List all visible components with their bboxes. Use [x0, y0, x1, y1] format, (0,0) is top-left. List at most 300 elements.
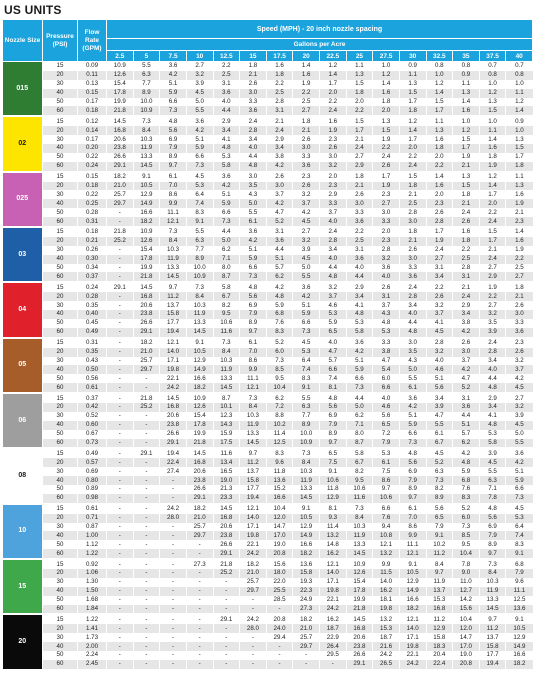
- gpa-cell: 2.9: [320, 190, 347, 199]
- gpa-cell: 5.1: [453, 421, 480, 430]
- gpa-cell: 1.6: [293, 71, 320, 80]
- gpa-cell: 1.3: [426, 126, 453, 135]
- gpa-cell: 17.1: [320, 578, 347, 587]
- flow-rate-cell: 0.50: [78, 365, 107, 374]
- gpa-cell: 10.4: [453, 614, 480, 624]
- gpa-cell: 3.9: [506, 412, 533, 421]
- gpa-cell: 18.1: [373, 596, 400, 605]
- gpa-cell: 4.8: [213, 144, 240, 153]
- gpa-cell: 3.4: [346, 292, 373, 301]
- gpa-cell: 3.8: [373, 348, 400, 357]
- gpa-cell: 3.6: [346, 217, 373, 227]
- gpa-cell: 26.5: [373, 660, 400, 670]
- pressure-cell: 60: [43, 217, 78, 227]
- table-row: [3, 365, 533, 374]
- gpa-cell: 21.0: [107, 182, 134, 191]
- gpa-cell: -: [160, 633, 187, 642]
- gpa-cell: 5.6: [240, 292, 267, 301]
- pressure-cell: 15: [43, 116, 78, 126]
- gpa-cell: 18.2: [506, 660, 533, 670]
- flow-rate-cell: 0.43: [78, 357, 107, 366]
- gpa-cell: 12.9: [293, 523, 320, 532]
- gpa-cell: 17.0: [453, 642, 480, 651]
- gpa-cell: 7.2: [266, 403, 293, 412]
- table-row: [3, 614, 533, 624]
- gpa-cell: 1.5: [479, 106, 506, 116]
- gpa-cell: 11.4: [320, 523, 347, 532]
- gpa-cell: 1.4: [399, 126, 426, 135]
- gpa-cell: 1.4: [293, 62, 320, 71]
- gpa-cell: 15.8: [479, 642, 506, 651]
- gpa-cell: 12.1: [160, 217, 187, 227]
- gpa-cell: 2.2: [426, 162, 453, 172]
- gpa-cell: 1.9: [453, 153, 480, 162]
- gpa-cell: 7.3: [160, 227, 187, 237]
- table-row: [3, 272, 533, 282]
- gpa-cell: 17.0: [266, 531, 293, 540]
- flow-rate-cell: 0.34: [78, 264, 107, 273]
- table-row: [3, 393, 533, 403]
- gpa-cell: -: [133, 374, 160, 383]
- gpa-cell: 14.5: [186, 328, 213, 338]
- gpa-cell: 4.0: [373, 393, 400, 403]
- gpa-cell: 1.6: [506, 237, 533, 246]
- speed-value-header: 25: [346, 51, 373, 62]
- pressure-cell: 30: [43, 80, 78, 89]
- gpa-cell: 7.2: [373, 430, 400, 439]
- gpa-cell: 26.6: [107, 153, 134, 162]
- table-row: [3, 430, 533, 439]
- gpa-cell: 12.9: [426, 624, 453, 633]
- gpa-cell: 2.6: [506, 301, 533, 310]
- gpa-cell: 8.2: [346, 467, 373, 476]
- gpa-cell: 17.8: [107, 89, 134, 98]
- gpa-cell: 1.5: [453, 135, 480, 144]
- gpa-cell: 5.5: [293, 272, 320, 282]
- gpa-cell: 2.1: [506, 208, 533, 217]
- gpa-cell: 7.9: [320, 421, 347, 430]
- gpa-cell: 3.3: [399, 264, 426, 273]
- gpa-cell: 1.2: [453, 126, 480, 135]
- gpa-cell: 3.3: [506, 319, 533, 328]
- gpa-cell: 18.2: [293, 549, 320, 559]
- table-row: [3, 448, 533, 458]
- gpa-cell: 2.2: [479, 292, 506, 301]
- table-row: [3, 208, 533, 217]
- gpa-cell: -: [186, 578, 213, 587]
- gpa-cell: 9.1: [506, 614, 533, 624]
- table-row: [3, 227, 533, 237]
- gpa-cell: 14.3: [213, 421, 240, 430]
- gpa-cell: 2.1: [293, 126, 320, 135]
- gpa-cell: 13.4: [213, 458, 240, 467]
- gpa-cell: 5.9: [160, 89, 187, 98]
- flow-rate-cell: 0.24: [78, 282, 107, 292]
- gpa-cell: 8.0: [346, 430, 373, 439]
- gpa-cell: 2.6: [373, 282, 400, 292]
- gpa-cell: 3.6: [293, 282, 320, 292]
- gpa-cell: -: [160, 578, 187, 587]
- gpa-cell: 2.4: [479, 217, 506, 227]
- gpa-cell: 20.8: [453, 660, 480, 670]
- gpa-cell: 4.5: [506, 504, 533, 514]
- gpa-cell: 4.8: [320, 272, 347, 282]
- gpa-cell: 3.0: [399, 338, 426, 348]
- table-row: [3, 559, 533, 569]
- gpa-cell: 2.4: [453, 292, 480, 301]
- gpa-cell: 12.1: [320, 559, 347, 569]
- gpa-cell: -: [107, 467, 134, 476]
- gpa-cell: 15.4: [186, 412, 213, 421]
- gpa-cell: 6.1: [426, 430, 453, 439]
- gpa-cell: 23.8: [213, 531, 240, 540]
- gpa-cell: 8.4: [213, 348, 240, 357]
- flow-rate-cell: 0.30: [78, 255, 107, 264]
- gpa-cell: 2.2: [346, 227, 373, 237]
- gpa-cell: 11.9: [213, 365, 240, 374]
- gpa-cell: 3.0: [240, 172, 267, 182]
- gpa-cell: 15.8: [160, 310, 187, 319]
- gpa-cell: 1.5: [453, 182, 480, 191]
- gpa-cell: 7.3: [506, 494, 533, 504]
- gpa-cell: 1.4: [506, 227, 533, 237]
- gpa-cell: 13.7: [160, 301, 187, 310]
- gpa-cell: -: [133, 439, 160, 449]
- gpa-cell: 12.0: [266, 514, 293, 523]
- gpa-cell: 2.5: [213, 71, 240, 80]
- gpa-cell: 7.1: [479, 485, 506, 494]
- pressure-cell: 30: [43, 523, 78, 532]
- gpa-cell: 5.0: [186, 98, 213, 107]
- gpa-cell: 4.8: [479, 383, 506, 393]
- gpa-cell: 4.8: [479, 504, 506, 514]
- table-row: [3, 476, 533, 485]
- gpa-cell: 3.3: [240, 98, 267, 107]
- gpa-cell: -: [107, 605, 134, 615]
- flow-rate-cell: 0.52: [78, 412, 107, 421]
- nozzle-size-cell: 015: [3, 62, 43, 117]
- gpa-cell: 4.8: [240, 162, 267, 172]
- gpa-cell: 27.4: [160, 467, 187, 476]
- table-row: [3, 182, 533, 191]
- gpa-cell: 18.7: [373, 633, 400, 642]
- gpa-cell: 10.1: [213, 403, 240, 412]
- gpa-cell: 14.0: [160, 348, 187, 357]
- gpa-cell: 4.2: [186, 126, 213, 135]
- gpa-cell: 19.8: [320, 587, 347, 596]
- flow-rate-cell: 0.28: [78, 292, 107, 301]
- gpa-cell: 5.1: [240, 246, 267, 255]
- table-row: [3, 374, 533, 383]
- gpa-cell: 3.0: [373, 208, 400, 217]
- gpa-cell: 3.6: [213, 89, 240, 98]
- gpa-cell: 7.9: [373, 439, 400, 449]
- gpa-cell: -: [107, 633, 134, 642]
- gpa-cell: 6.6: [399, 430, 426, 439]
- gpa-cell: 5.8: [346, 328, 373, 338]
- gpa-cell: 2.1: [346, 182, 373, 191]
- gpa-cell: 9.5: [453, 540, 480, 549]
- flow-rate-cell: 0.35: [78, 348, 107, 357]
- gpa-cell: 7.4: [320, 374, 347, 383]
- pressure-cell: 60: [43, 439, 78, 449]
- gpa-cell: 2.5: [399, 199, 426, 208]
- gpa-cell: 1.4: [506, 106, 533, 116]
- gpa-cell: 1.5: [346, 80, 373, 89]
- pressure-cell: 30: [43, 135, 78, 144]
- gpa-cell: -: [107, 587, 134, 596]
- gpa-cell: 14.0: [399, 624, 426, 633]
- gpa-cell: -: [213, 596, 240, 605]
- gpa-cell: 3.3: [346, 208, 373, 217]
- gpa-cell: 1.7: [426, 227, 453, 237]
- gpa-cell: 14.5: [186, 448, 213, 458]
- gpa-cell: -: [133, 467, 160, 476]
- gpa-cell: 1.9: [320, 126, 347, 135]
- gpa-cell: 6.5: [426, 514, 453, 523]
- gpa-cell: 1.9: [373, 182, 400, 191]
- nozzle-size-cell: 08: [3, 448, 43, 503]
- gpa-cell: 10.3: [186, 301, 213, 310]
- gpa-cell: 2.1: [453, 199, 480, 208]
- gpa-cell: 21.8: [107, 227, 134, 237]
- flow-rate-cell: 2.24: [78, 651, 107, 660]
- flow-rate-cell: 1.73: [78, 633, 107, 642]
- gpa-cell: 10.6: [346, 485, 373, 494]
- gpa-cell: 20.6: [346, 633, 373, 642]
- gpa-cell: 2.2: [320, 98, 347, 107]
- gpa-cell: 7.0: [240, 348, 267, 357]
- gpa-cell: -: [240, 605, 267, 615]
- gpa-cell: 12.1: [160, 338, 187, 348]
- gpa-cell: 2.6: [240, 80, 267, 89]
- gpa-cell: 14.9: [186, 365, 213, 374]
- gpa-cell: 25.7: [293, 633, 320, 642]
- gpa-cell: 19.8: [399, 642, 426, 651]
- gpa-cell: 16.8: [213, 514, 240, 523]
- pressure-cell: 40: [43, 144, 78, 153]
- flow-rate-cell: 0.18: [78, 227, 107, 237]
- gpa-cell: 3.0: [293, 144, 320, 153]
- gpa-cell: 3.1: [453, 393, 480, 403]
- gpa-cell: 22.1: [320, 596, 347, 605]
- gpa-cell: 5.1: [213, 190, 240, 199]
- gpa-cell: 1.5: [506, 144, 533, 153]
- gpa-cell: 5.3: [479, 430, 506, 439]
- gpa-cell: -: [107, 559, 134, 569]
- gpa-cell: 5.9: [453, 467, 480, 476]
- gpa-cell: 25.2: [133, 403, 160, 412]
- gpa-cell: 5.3: [373, 448, 400, 458]
- pressure-cell: 60: [43, 272, 78, 282]
- gpa-cell: 6.9: [240, 301, 267, 310]
- nozzle-size-cell: 02: [3, 116, 43, 171]
- gpa-cell: 7.8: [479, 494, 506, 504]
- gpa-cell: 1.8: [373, 98, 400, 107]
- gpa-cell: 18.2: [293, 614, 320, 624]
- gpa-cell: 4.8: [240, 282, 267, 292]
- gpa-cell: -: [133, 485, 160, 494]
- gpa-cell: 2.7: [373, 199, 400, 208]
- gpa-cell: 2.0: [426, 190, 453, 199]
- gpa-cell: 2.6: [346, 190, 373, 199]
- gpa-cell: 4.4: [399, 319, 426, 328]
- gpa-cell: 3.4: [399, 301, 426, 310]
- gpa-cell: 17.7: [160, 319, 187, 328]
- gpa-cell: 1.1: [506, 89, 533, 98]
- gpa-cell: 14.9: [506, 642, 533, 651]
- gpa-cell: 4.8: [266, 292, 293, 301]
- pressure-cell: 20: [43, 403, 78, 412]
- gpa-cell: 2.5: [293, 98, 320, 107]
- gpa-cell: 7.3: [266, 357, 293, 366]
- table-row: [3, 578, 533, 587]
- gpa-cell: 2.0: [399, 144, 426, 153]
- gpa-cell: 4.4: [240, 153, 267, 162]
- gpa-cell: 12.9: [133, 190, 160, 199]
- flow-rate-cell: 0.18: [78, 106, 107, 116]
- table-row: [3, 62, 533, 71]
- gpa-cell: 4.5: [186, 89, 213, 98]
- gpa-cell: 17.1: [399, 633, 426, 642]
- gpa-cell: 24.2: [320, 605, 347, 615]
- gpa-cell: 5.5: [133, 62, 160, 71]
- gpa-cell: 24.2: [373, 651, 400, 660]
- gpa-cell: 9.9: [373, 559, 400, 569]
- gpa-cell: 2.8: [453, 264, 480, 273]
- table-row: [3, 246, 533, 255]
- gpa-cell: 3.2: [373, 255, 400, 264]
- gpa-cell: -: [160, 605, 187, 615]
- gpa-cell: 10.3: [293, 467, 320, 476]
- table-row: [3, 190, 533, 199]
- gpa-cell: 2.1: [240, 71, 267, 80]
- gpa-cell: 2.9: [453, 301, 480, 310]
- gpa-cell: 9.1: [426, 531, 453, 540]
- gpa-cell: 2.9: [346, 162, 373, 172]
- table-row: [3, 651, 533, 660]
- gpa-cell: 1.0: [453, 116, 480, 126]
- gpa-cell: 1.7: [320, 80, 347, 89]
- gpa-cell: 8.3: [293, 374, 320, 383]
- table-row: [3, 80, 533, 89]
- gpa-cell: 3.2: [186, 71, 213, 80]
- gpa-cell: 3.8: [266, 153, 293, 162]
- gpa-cell: 1.4: [453, 98, 480, 107]
- gpa-cell: 4.5: [293, 338, 320, 348]
- gpa-cell: -: [107, 246, 134, 255]
- gpa-cell: 1.7: [479, 237, 506, 246]
- gpa-cell: 3.6: [506, 328, 533, 338]
- gpa-cell: 22.3: [293, 587, 320, 596]
- gpa-cell: 29.5: [320, 651, 347, 660]
- gpa-cell: 7.6: [266, 319, 293, 328]
- flow-rate-cell: 0.60: [78, 421, 107, 430]
- gpa-cell: 5.8: [213, 162, 240, 172]
- gpa-cell: 1.3: [453, 89, 480, 98]
- gpa-cell: 7.5: [373, 467, 400, 476]
- gpa-cell: 2.4: [479, 338, 506, 348]
- gpa-cell: 19.9: [186, 430, 213, 439]
- gpa-cell: 19.9: [107, 98, 134, 107]
- table-row: [3, 292, 533, 301]
- gpa-cell: 7.3: [240, 272, 267, 282]
- gpa-cell: 6.6: [213, 208, 240, 217]
- gpa-cell: 11.2: [240, 458, 267, 467]
- pressure-cell: 30: [43, 357, 78, 366]
- gpa-cell: 10.9: [107, 62, 134, 71]
- pressure-cell: 15: [43, 338, 78, 348]
- gpa-cell: 12.1: [240, 383, 267, 393]
- gpa-cell: 6.4: [293, 357, 320, 366]
- gpa-cell: 2.6: [453, 338, 480, 348]
- gpa-cell: 1.1: [399, 71, 426, 80]
- gpa-cell: 12.1: [373, 540, 400, 549]
- gpa-cell: 2.8: [426, 217, 453, 227]
- gpa-cell: 8.9: [320, 430, 347, 439]
- pressure-cell: 60: [43, 383, 78, 393]
- gpa-cell: 11.1: [240, 374, 267, 383]
- gpa-cell: 10.5: [506, 624, 533, 633]
- gpa-cell: -: [133, 421, 160, 430]
- gpa-cell: -: [213, 624, 240, 633]
- table-row: [3, 660, 533, 670]
- flow-rate-cell: 0.11: [78, 71, 107, 80]
- gpa-cell: 3.4: [479, 403, 506, 412]
- gpa-cell: -: [133, 651, 160, 660]
- gpa-cell: -: [160, 660, 187, 670]
- gpa-cell: 8.3: [453, 494, 480, 504]
- gpa-cell: -: [107, 448, 134, 458]
- gpa-cell: 11.9: [133, 144, 160, 153]
- gpa-cell: -: [107, 217, 134, 227]
- pressure-cell: 50: [43, 430, 78, 439]
- gpa-cell: 4.2: [453, 448, 480, 458]
- flow-rate-cell: 0.26: [78, 246, 107, 255]
- gpa-cell: 12.6: [133, 237, 160, 246]
- gpa-cell: 4.0: [320, 255, 347, 264]
- gpa-cell: 1.5: [346, 116, 373, 126]
- gpa-cell: 5.9: [506, 476, 533, 485]
- gpa-cell: 1.7: [399, 135, 426, 144]
- gpa-cell: 24.9: [293, 596, 320, 605]
- gpa-cell: 7.3: [293, 448, 320, 458]
- gpa-cell: 9.1: [133, 172, 160, 182]
- pressure-cell: 50: [43, 485, 78, 494]
- gpa-cell: 3.0: [320, 153, 347, 162]
- gpa-cell: 17.1: [240, 523, 267, 532]
- gpa-cell: 12.1: [399, 549, 426, 559]
- gpa-cell: 9.3: [320, 514, 347, 523]
- table-row: [3, 439, 533, 449]
- gpa-cell: -: [293, 651, 320, 660]
- gpa-cell: 4.2: [266, 199, 293, 208]
- gpa-cell: 5.3: [186, 182, 213, 191]
- gpa-cell: 2.3: [320, 182, 347, 191]
- gpa-cell: 9.7: [399, 494, 426, 504]
- gpa-cell: -: [213, 605, 240, 615]
- gpa-cell: 6.7: [426, 439, 453, 449]
- pressure-cell: 60: [43, 605, 78, 615]
- gpa-cell: 4.8: [160, 116, 187, 126]
- gpa-cell: 9.6: [506, 578, 533, 587]
- gpa-cell: 10.3: [240, 412, 267, 421]
- gpa-cell: 3.2: [320, 282, 347, 292]
- gpa-cell: 1.1: [426, 116, 453, 126]
- flow-rate-cell: 1.84: [78, 605, 107, 615]
- gpa-cell: 2.4: [399, 162, 426, 172]
- gpa-cell: 11.6: [346, 494, 373, 504]
